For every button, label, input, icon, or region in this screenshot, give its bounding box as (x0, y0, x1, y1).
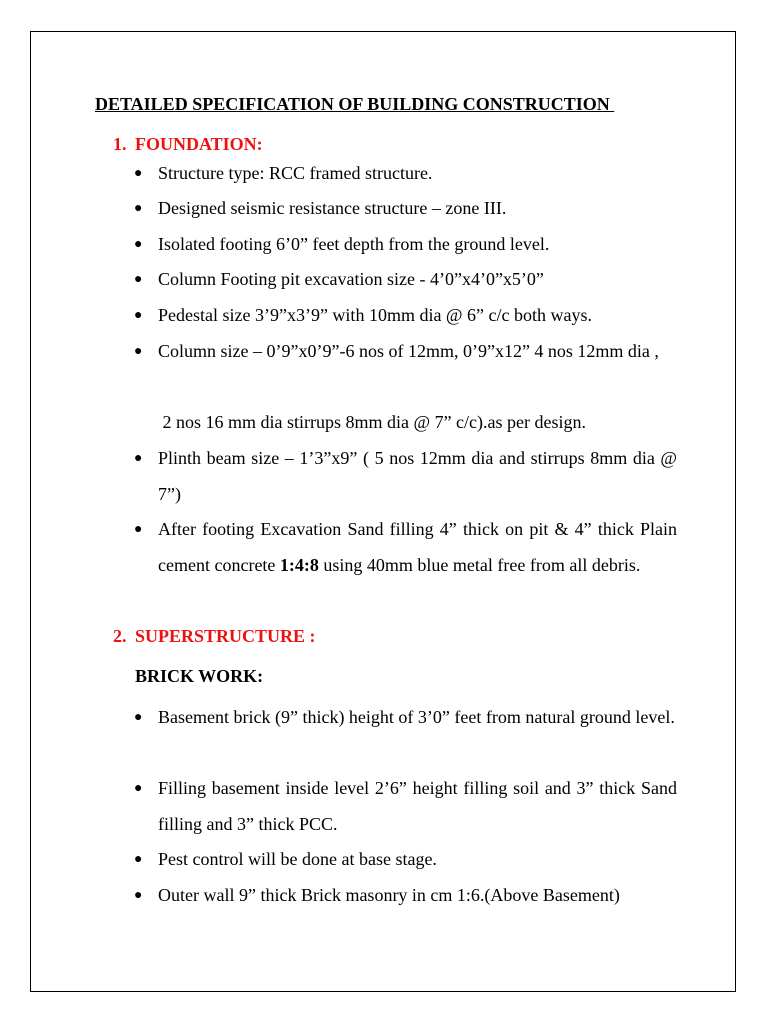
document-title: DETAILED SPECIFICATION OF BUILDING CONSTRUCTION (95, 94, 615, 114)
list-item-continuation: 2 nos 16 mm dia stirrups 8mm dia @ 7” c/c).as per design. (158, 412, 587, 432)
list-item-text: Pedestal size 3’9”x3’9” with 10mm dia @ 6” c/c both ways. (158, 305, 592, 325)
list-item-text: Designed seismic resistance structure – zone III. (158, 198, 507, 218)
list-item-text: Basement brick (9” thick) height of 3’0” feet from natural ground level. (158, 707, 675, 727)
list-item-text (158, 512, 677, 583)
section-superstructure-heading (113, 626, 316, 647)
list-item-text: Column Footing pit excavation size - 4’0”x4’0”x5’0” (158, 269, 544, 289)
brick-work-subheading: BRICK WORK: (135, 666, 264, 686)
list-item (134, 512, 677, 583)
list-item (134, 156, 677, 192)
section-number: 2. (113, 626, 127, 646)
bullet-icon: ● (134, 522, 143, 537)
section-title: SUPERSTRUCTURE : (135, 626, 316, 646)
bullet-icon: ● (134, 166, 143, 181)
list-item (134, 878, 677, 914)
list-item-text: Pest control will be done at base stage. (158, 849, 437, 869)
list-item (134, 262, 677, 298)
mix-ratio: 1:4:8 (279, 554, 319, 575)
bullet-icon: ● (134, 344, 143, 359)
section-title: FOUNDATION: (135, 134, 263, 154)
bullet-icon: ● (134, 710, 143, 725)
bullet-icon: ● (134, 237, 143, 252)
list-item (134, 227, 677, 263)
list-item-text: Isolated footing 6’0” feet depth from the ground level. (158, 234, 550, 254)
list-item-text: Outer wall 9” thick Brick masonry in cm 1:6.(Above Basement) (158, 885, 620, 905)
section-foundation-heading (113, 134, 263, 155)
bullet-icon: ● (134, 781, 143, 796)
list-item (134, 771, 677, 842)
list-item (134, 334, 677, 370)
list-item (134, 700, 677, 736)
bullet-icon: ● (134, 201, 143, 216)
list-item-text: Filling basement inside level 2’6” height filling soil and 3” thick Sand filling and 3” thick PCC. (158, 778, 677, 834)
bullet-icon: ● (134, 272, 143, 287)
bullet-icon: ● (134, 852, 143, 867)
list-item (134, 298, 677, 334)
bullet-icon: ● (134, 451, 143, 466)
pcc-text-before: After footing Excavation Sand filling 4” thick on pit & 4” thick Plain cement concrete (158, 519, 677, 575)
pcc-text-after: using 40mm blue metal free from all debris. (318, 554, 641, 575)
section-number: 1. (113, 134, 127, 154)
list-item-text: Column size – 0’9”x0’9”-6 nos of 12mm, 0’9”x12” 4 nos 12mm dia , (158, 341, 659, 361)
list-item-text: Structure type: RCC framed structure. (158, 163, 433, 183)
list-item (134, 441, 677, 512)
bullet-icon: ● (134, 888, 143, 903)
list-item (134, 191, 677, 227)
list-item-text: Plinth beam size – 1’3”x9” ( 5 nos 12mm dia and stirrups 8mm dia @ 7”) (158, 448, 677, 504)
list-item (134, 842, 677, 878)
bullet-icon: ● (134, 308, 143, 323)
